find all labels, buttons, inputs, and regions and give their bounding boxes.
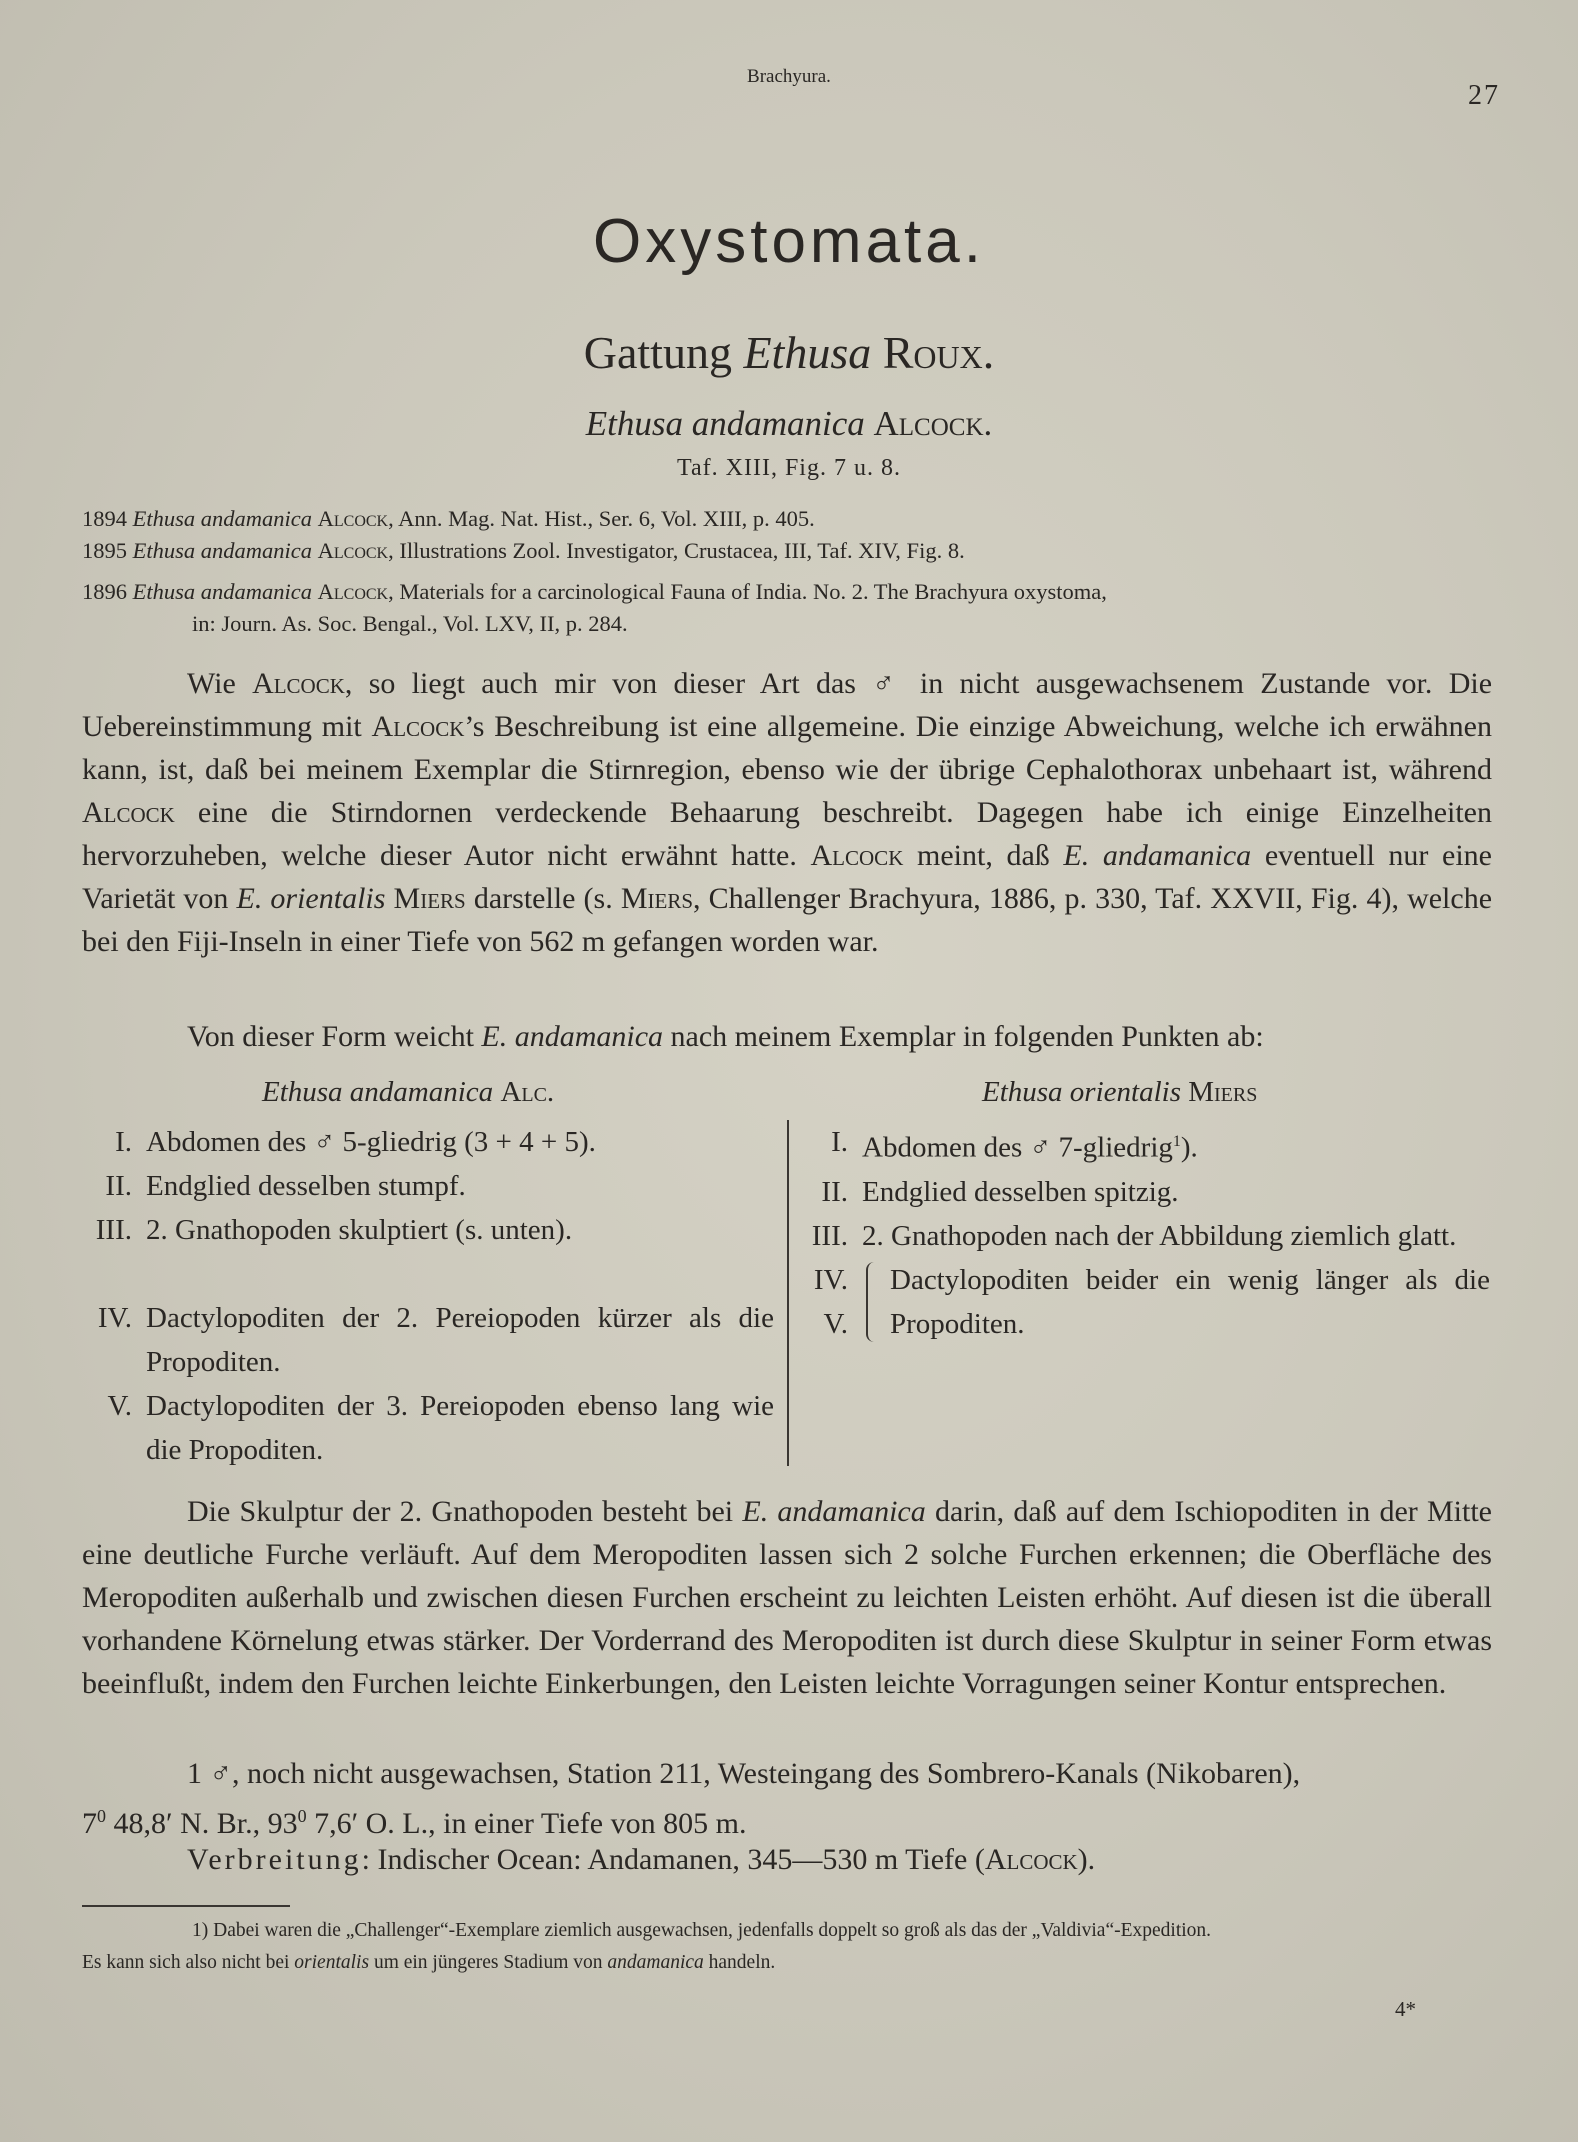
synonymy-entry: 1895 Ethusa andamanica Alcock, Illustrations Zool. Investigator, Crustacea, III, Taf. XIV, Fig. 8. (82, 538, 965, 563)
comparison-left-column (84, 1120, 774, 1472)
distribution: Verbreitung: Indischer Ocean: Andamanen, 345—530 m Tiefe (Alcock). (187, 1843, 1096, 1876)
comparison-row: III. 2. Gnathopoden nach der Abbildung ziemlich glatt. (811, 1219, 1457, 1252)
footnote: 1) Dabei waren die „Challenger“-Exemplare ziemlich ausgewachsen, jedenfalls doppelt so groß als das der „Valdivia“-Expedition. Es kann sich also nicht bei orientalis um ein jüngeres Stadium von andamanica handeln. (82, 1920, 1212, 1973)
body-paragraph-1: Wie Alcock, so liegt auch mir von dieser Art das ♂ in nicht ausgewachsenem Zustande vor. Die Uebereinstimmung mit Alcock’s Beschreibung ist eine allgemeine. Die einzige Abweichung, welche ich erwähnen kann, ist, daß bei meinem Exemplar die Stirnregion, ebenso wie der übrige Cephalothorax unbehaart ist, während Alcock eine die Stirndornen verdeckende Behaarung beschreibt. Dagegen habe ich einige Einzelheiten hervorzuheben, welche dieser Autor nicht erwähnt hatte. Alcock meint, daß E. andamanica eventuell nur eine Varietät von E. orientalis Miers darstelle (s. Miers, Challenger Brachyura, 1886, p. 330, Taf. XXVII, Fig. 4), welche bei den Fiji-Inseln in einer Tiefe von 562 m gefangen worden war. (82, 667, 1493, 958)
comparison-row: II. Endglied desselben spitzig. (821, 1175, 1179, 1208)
genus-heading (0, 326, 1578, 379)
genus-prefix: Gattung (583, 327, 732, 378)
comparison-right-heading: Ethusa orientalis Miers (982, 1076, 1258, 1108)
material-examined: 1 ♂, noch nicht ausgewachsen, Station 211, Westeingang des Sombrero-Kanals (Nikobaren), $7^0$ 48,8′ N. Br., $93^0$ 7,6′ O. L., in einer Tiefe von 805 m. (82, 1757, 1301, 1840)
comparison-row: I. Abdomen des ♂ 5-gliedrig (3 + 4 + 5). (115, 1126, 596, 1158)
comparison-row: IV. V. Dactylopoditen beider ein wenig länger als die Propoditen. (813, 1263, 1490, 1340)
comparison-row: I. Abdomen des ♂ 7-gliedrig$^1$). (831, 1126, 1198, 1164)
comparison-row: III. 2. Gnathopoden skulptiert (s. unten). (95, 1214, 573, 1246)
column-divider (787, 1120, 789, 1466)
body-paragraph-3: Die Skulptur der 2. Gnathopoden besteht bei E. andamanica darin, daß auf dem Ischiopoditen in der Mitte eine deutliche Furche verläuft. Auf dem Meropoditen lassen sich 2 solche Furchen erkennen; die Oberfläche des Meropoditen außerhalb und zwischen diesen Furchen erscheint zu leichten Leisten erhöht. Auf diesen ist die überall vorhandene Körnelung etwas stärker. Der Vorderrand des Meropoditen ist durch diese Skulptur in seiner Form etwas beeinflußt, indem den Furchen leichte Einkerbungen, den Leisten leichte Vorragungen seiner Kontur entsprechen. (82, 1495, 1492, 1700)
comparison-row: IV. Dactylopoditen der 2. Pereiopoden kürzer als die Propoditen. (97, 1302, 774, 1378)
body-paragraph-2: Von dieser Form weicht E. andamanica nach meinem Exemplar in folgenden Punkten ab: (187, 1020, 1264, 1053)
footnote-rule (82, 1905, 290, 1907)
page-number: 27 (1468, 80, 1500, 111)
running-head: Brachyura. (747, 66, 831, 87)
species-author: Alcock. (873, 404, 993, 443)
plate-reference: Taf. XIII, Fig. 7 u. 8. (677, 455, 901, 481)
comparison-row: V. Dactylopoditen der 3. Pereiopoden ebenso lang wie die Propoditen. (107, 1390, 774, 1466)
species-name: Ethusa andamanica (585, 404, 865, 443)
signature-mark: 4* (1395, 1997, 1416, 2021)
genus-author: Roux. (882, 327, 995, 378)
comparison-left-heading: Ethusa andamanica Alc. (262, 1076, 555, 1108)
comparison-right-column (800, 1120, 1490, 1346)
section-title: Oxystomata. (593, 207, 985, 276)
synonymy-entry: 1896 Ethusa andamanica Alcock, Materials for a carcinological Fauna of India. No. 2. The Brachyura oxystoma, in: Journ. As. Soc. Bengal., Vol. LXV, II, p. 284. (82, 579, 1107, 636)
comparison-row: II. Endglied desselben stumpf. (105, 1170, 466, 1202)
genus-name: Ethusa (743, 327, 872, 378)
synonymy-entry: 1894 Ethusa andamanica Alcock, Ann. Mag. Nat. Hist., Ser. 6, Vol. XIII, p. 405. (82, 506, 815, 531)
brace (866, 1262, 882, 1342)
species-heading (0, 404, 1578, 444)
